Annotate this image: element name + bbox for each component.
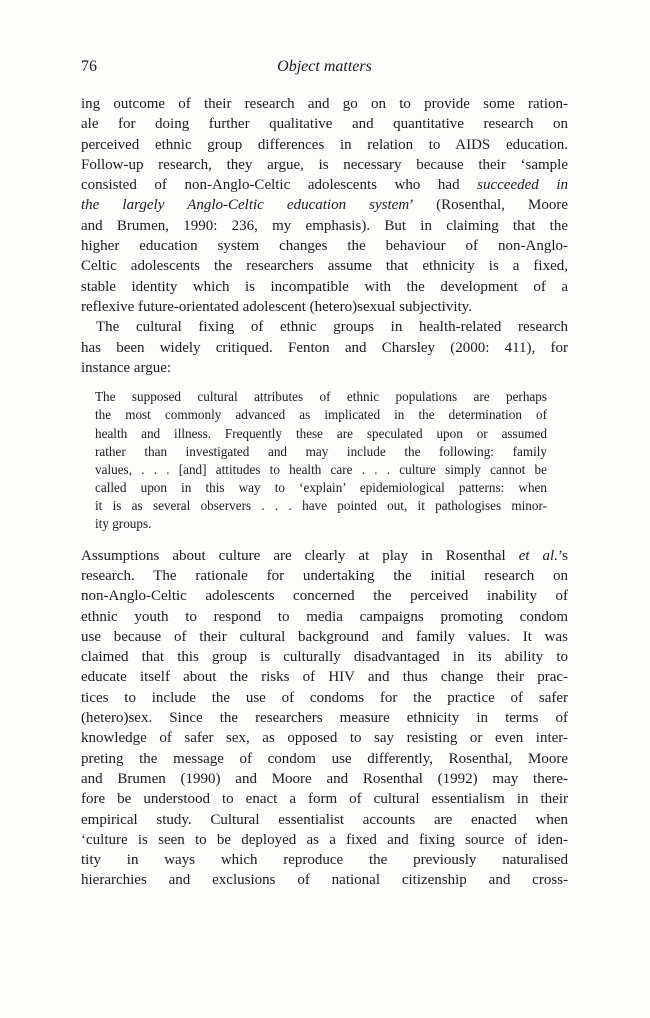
text-line [81, 175, 568, 195]
text-line [95, 479, 547, 497]
emphasized-text: the largely Anglo-Celtic education system [81, 197, 410, 214]
text-run: ethnic youth to respond to media campaigns promoting condom [81, 608, 568, 625]
text-run: tity in ways which reproduce the previously naturalised [81, 852, 568, 869]
text-run: preting the message of condom use differently, Rosenthal, Moore [81, 750, 568, 767]
text-run: Celtic adolescents the researchers assume that ethnicity is a fixed, [81, 258, 568, 275]
paragraph [81, 94, 568, 317]
text-run: and Brumen (1990) and Moore and Rosenthal (1992) may there- [81, 770, 568, 787]
paragraph [81, 317, 568, 378]
text-run: ing outcome of their research and go on to provide some ration- [81, 96, 568, 112]
text-line [81, 728, 568, 748]
text-line [81, 688, 568, 708]
text-line [81, 749, 568, 769]
text-line [95, 497, 547, 515]
text-run: claimed that this group is culturally disadvantaged in its ability to [81, 649, 568, 666]
text-line [95, 461, 547, 479]
text-run: Follow-up research, they argue, is necessary because their ‘sample [81, 156, 568, 173]
text-line [95, 443, 547, 461]
text-run: ity groups. [95, 516, 152, 532]
text-line [81, 586, 568, 606]
text-line [81, 647, 568, 667]
text-line [81, 135, 568, 155]
text-run: and Brumen, 1990: 236, my emphasis). But in claiming that the [81, 217, 568, 234]
text-line [81, 769, 568, 789]
text-run: hierarchies and exclusions of national citizenship and cross- [81, 872, 568, 889]
text-line [95, 406, 547, 424]
text-line [81, 546, 568, 566]
text-run: tices to include the use of condoms for the practice of safer [81, 689, 568, 706]
text-line [81, 566, 568, 586]
text-run: ’ (Rosenthal, Moore [409, 197, 568, 214]
text-line [81, 338, 568, 358]
text-run: non-Anglo-Celtic adolescents concerned the perceived inability of [81, 588, 568, 605]
text-run: educate itself about the risks of HIV and thus change their prac- [81, 669, 568, 686]
text-run: instance argue: [81, 359, 172, 376]
text-line [81, 850, 568, 870]
text-run: has been widely critiqued. Fenton and Charsley (2000: 411), for [81, 339, 568, 356]
text-run: reflexive future-orientated adolescent (hetero)sexual subjectivity. [81, 298, 472, 315]
text-run: use because of their cultural background and family values. It was [81, 628, 568, 645]
text-line [81, 830, 568, 850]
text-line [81, 358, 568, 378]
text-run: stable identity which is incompatible with the development of a [81, 278, 568, 295]
text-line [81, 256, 568, 276]
text-run: rather than investigated and may include the following: family [95, 443, 547, 459]
text-run: knowledge of safer sex, as opposed to say resisting or even inter- [81, 730, 568, 747]
text-line [95, 388, 547, 406]
text-line [81, 114, 568, 134]
block-quote [95, 388, 547, 534]
text-run: research. The rationale for undertaking the initial research on [81, 567, 568, 584]
page-body [81, 94, 568, 891]
text-line [81, 216, 568, 236]
emphasized-text: et al. [518, 547, 558, 564]
text-line [81, 195, 568, 215]
text-run: ‘culture is seen to be deployed as a fixed and fixing source of iden- [81, 831, 568, 848]
text-line [81, 155, 568, 175]
text-run: empirical study. Cultural essentialist accounts are enacted when [81, 811, 568, 828]
page-header [81, 56, 568, 77]
text-run: values, . . . [and] attitudes to health care . . . culture simply cannot be [95, 461, 547, 477]
running-title: Object matters [277, 58, 372, 75]
text-run: Assumptions about culture are clearly at play in Rosenthal [81, 547, 519, 564]
text-run: fore be understood to enact a form of cultural essentialism in their [81, 791, 568, 808]
text-run: (hetero)sex. Since the researchers measure ethnicity in terms of [81, 710, 568, 727]
page-number: 76 [81, 58, 97, 75]
text-line [81, 236, 568, 256]
text-run: The cultural fixing of ethnic groups in health-related research [96, 319, 568, 336]
text-line [81, 810, 568, 830]
paragraph [81, 546, 568, 891]
text-run: it is as several observers . . . have pointed out, it pathologises minor- [95, 498, 547, 514]
text-run: called upon in this way to ‘explain’ epidemiological patterns: when [95, 480, 547, 496]
text-line [81, 627, 568, 647]
text-run: higher education system changes the behaviour of non-Anglo- [81, 238, 568, 255]
text-line [81, 870, 568, 890]
text-run: perceived ethnic group differences in relation to AIDS education. [81, 136, 568, 153]
text-run: consisted of non-Anglo-Celtic adolescents who had [81, 177, 478, 194]
text-run: ale for doing further qualitative and quantitative research on [81, 116, 568, 133]
text-line [81, 317, 568, 337]
text-line [81, 708, 568, 728]
text-line [95, 515, 547, 533]
text-line [81, 94, 568, 114]
text-run: ’s [557, 547, 568, 564]
emphasized-text: succeeded in [477, 177, 568, 194]
text-line [95, 425, 547, 443]
text-run: the most commonly advanced as implicated in the determination of [95, 407, 547, 423]
text-run: health and illness. Frequently these are speculated upon or assumed [95, 425, 547, 441]
text-line [81, 607, 568, 627]
text-line [81, 297, 568, 317]
text-line [81, 667, 568, 687]
text-line [81, 277, 568, 297]
text-run: The supposed cultural attributes of ethnic populations are perhaps [95, 389, 547, 405]
text-line [81, 789, 568, 809]
